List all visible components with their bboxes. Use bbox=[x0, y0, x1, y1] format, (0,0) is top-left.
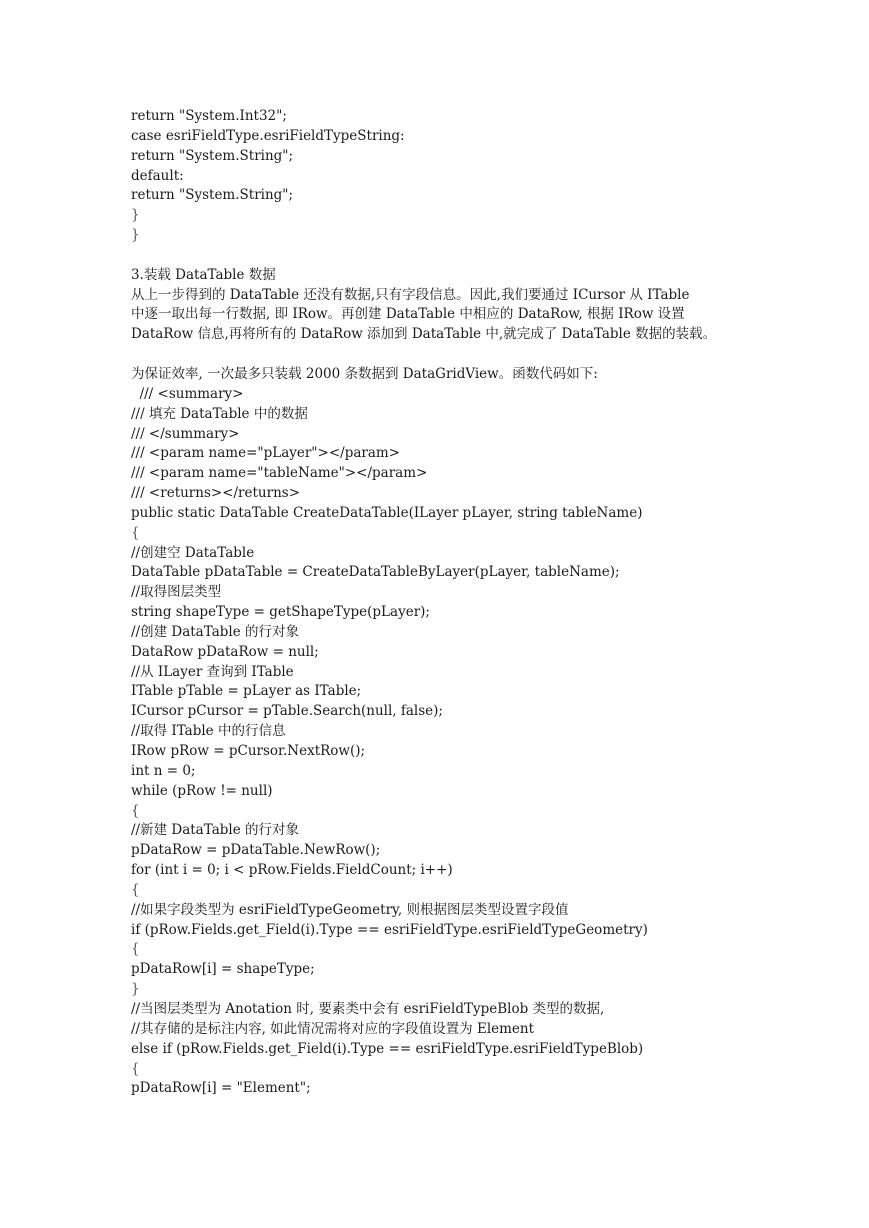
blank-line bbox=[131, 246, 831, 266]
code-line: { bbox=[131, 881, 140, 898]
code-line: /// </summary> bbox=[131, 425, 240, 442]
code-line: //其存储的是标注内容, 如此情况需将对应的字段值设置为 Element bbox=[131, 1020, 535, 1037]
code-line: pDataRow[i] = "Element"; bbox=[131, 1080, 311, 1097]
code-line: { bbox=[131, 802, 140, 819]
code-line: public static DataTable CreateDataTable(ILayer pLayer, string tableName) bbox=[131, 504, 643, 521]
code-line: { bbox=[131, 524, 140, 541]
code-line: IRow pRow = pCursor.NextRow(); bbox=[131, 743, 366, 759]
code-line: /// <summary> bbox=[131, 385, 244, 402]
code-line: //如果字段类型为 esriFieldTypeGeometry, 则根据图层类型设置字段值 bbox=[131, 901, 569, 918]
blank-line bbox=[131, 345, 831, 365]
code-line: else if (pRow.Fields.get_Field(i).Type == esriFieldType.esriFieldTypeBlob) bbox=[131, 1040, 644, 1057]
code-line: //从 ILayer 查询到 ITable bbox=[131, 663, 294, 680]
code-line: if (pRow.Fields.get_Field(i).Type == esriFieldType.esriFieldTypeGeometry) bbox=[131, 921, 648, 938]
code-line: } bbox=[131, 981, 140, 998]
code-line: } bbox=[131, 227, 140, 244]
code-line: { bbox=[131, 941, 140, 958]
code-line: pDataRow[i] = shapeType; bbox=[131, 961, 315, 978]
code-line: return "System.String"; bbox=[131, 187, 294, 204]
paragraph-line: 为保证效率, 一次最多只装载 2000 条数据到 DataGridView。函数代码如下: bbox=[131, 365, 598, 382]
code-line: default: bbox=[131, 167, 184, 184]
code-line: for (int i = 0; i < pRow.Fields.FieldCount; i++) bbox=[131, 862, 453, 879]
code-line: //新建 DataTable 的行对象 bbox=[131, 822, 299, 839]
paragraph-line: DataRow 信息,再将所有的 DataRow 添加到 DataTable 中,就完成了 DataTable 数据的装载。 bbox=[131, 326, 717, 343]
code-line: int n = 0; bbox=[131, 762, 196, 779]
section-heading: 3.装载 DataTable 数据 bbox=[131, 266, 276, 283]
code-line: //创建空 DataTable bbox=[131, 544, 255, 561]
code-line: //取得 ITable 中的行信息 bbox=[131, 723, 286, 740]
code-line: /// <param name="pLayer"></param> bbox=[131, 445, 400, 462]
code-line: //取得图层类型 bbox=[131, 584, 222, 601]
code-line: } bbox=[131, 207, 140, 224]
code-line: /// 填充 DataTable 中的数据 bbox=[131, 405, 308, 422]
document-content bbox=[131, 107, 831, 1099]
code-line: ITable pTable = pLayer as ITable; bbox=[131, 683, 362, 700]
code-line: DataTable pDataTable = CreateDataTableByLayer(pLayer, tableName); bbox=[131, 564, 620, 581]
code-line: /// <param name="tableName"></param> bbox=[131, 465, 428, 482]
code-line: pDataRow = pDataTable.NewRow(); bbox=[131, 842, 381, 859]
paragraph-line: 从上一步得到的 DataTable 还没有数据,只有字段信息。因此,我们要通过 ICursor 从 ITable bbox=[131, 286, 690, 303]
code-line: { bbox=[131, 1060, 140, 1077]
code-line: return "System.String"; bbox=[131, 147, 294, 164]
code-line: DataRow pDataRow = null; bbox=[131, 643, 319, 660]
code-line: //当图层类型为 Anotation 时, 要素类中会有 esriFieldTypeBlob 类型的数据, bbox=[131, 1000, 605, 1017]
code-line: return "System.Int32"; bbox=[131, 108, 287, 124]
code-line: case esriFieldType.esriFieldTypeString: bbox=[131, 127, 405, 144]
code-line: ICursor pCursor = pTable.Search(null, false); bbox=[131, 703, 443, 720]
code-line: //创建 DataTable 的行对象 bbox=[131, 623, 299, 640]
paragraph-line: 中逐一取出每一行数据, 即 IRow。再创建 DataTable 中相应的 DataRow, 根据 IRow 设置 bbox=[131, 306, 685, 323]
code-line: while (pRow != null) bbox=[131, 782, 273, 799]
code-line: /// <returns></returns> bbox=[131, 485, 301, 502]
code-line: string shapeType = getShapeType(pLayer); bbox=[131, 604, 430, 621]
